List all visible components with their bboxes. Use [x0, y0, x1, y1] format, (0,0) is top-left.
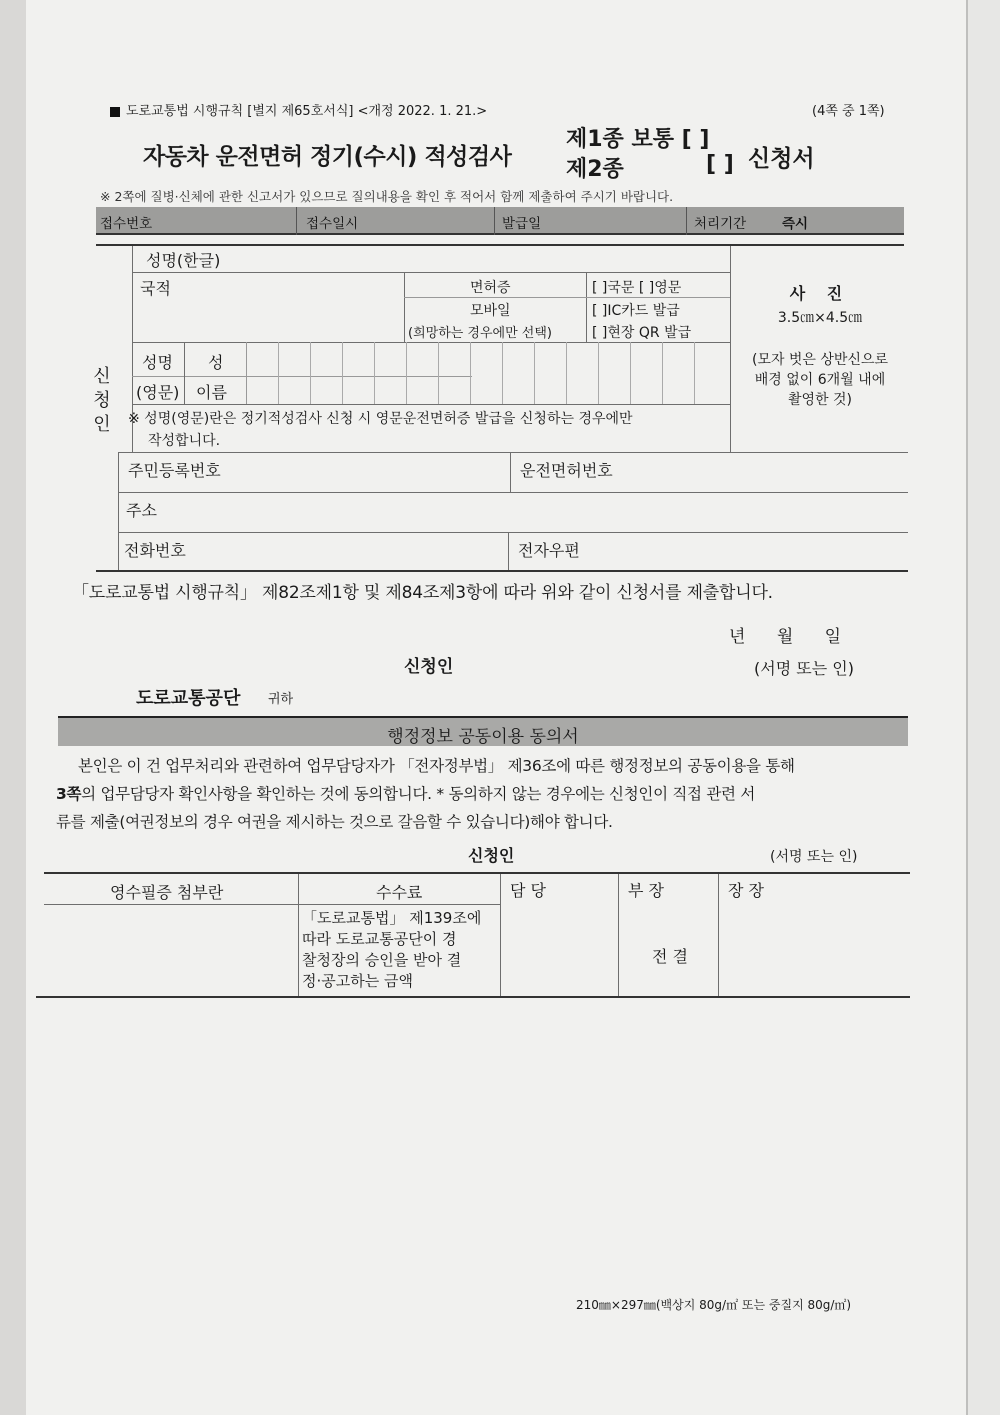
photo-box: 사 진 3.5㎝×4.5㎝ (모자 벗은 상반신으로 배경 없이 6개월 내에 촬영한 것): [751, 284, 889, 408]
given-name-field[interactable]: 이름: [196, 383, 227, 402]
staff-label: 담 당: [510, 881, 546, 900]
email-field[interactable]: 전자우편: [518, 541, 580, 560]
consent-signer-label: 신청인: [468, 846, 515, 865]
date-line[interactable]: 년 월 일: [729, 627, 842, 647]
receipt-date-label: 접수일시: [306, 216, 359, 232]
notice-text: ※ 2쪽에 질병·신체에 관한 신고서가 있으므로 질의내용을 확인 후 적어서 함께 제출하여 주시기 바랍니다.: [100, 189, 674, 204]
mobile-qr-option[interactable]: [ ]현장 QR 발급: [592, 325, 692, 341]
surname-field[interactable]: 성: [208, 353, 224, 372]
square-bullet-icon: [110, 107, 120, 117]
name-english-label-2: (영문): [136, 383, 180, 402]
mobile-ic-card-option[interactable]: [ ]IC카드 발급: [592, 303, 680, 319]
nationality-field[interactable]: 국적: [140, 279, 171, 298]
title-option-1: 제1종 보통 [ ]: [566, 127, 710, 152]
license-label: 면허증: [470, 280, 511, 296]
next-page-edge: [966, 0, 1000, 1415]
applicant-side-label: 신 청 인: [93, 366, 111, 435]
recipient-suffix: 귀하: [268, 692, 294, 707]
consent-body: 본인은 이 건 업무처리와 관련하여 업무담당자가 「전자정부법」 제36조에 따른 행정정보의 공동이용을 통해 3쪽의 업무담당자 확인사항을 확인하는 것에 동의합니다. * 동의하지 않는 경우에는 신청인이 직접 관련 서 류를 제출(여권정보의 경우 여권을 제시하는 것으로 갈음할 수 있습니다)해야 합니다.: [56, 757, 795, 831]
chief-label: 장 장: [728, 881, 764, 900]
name-english-label: 성명: [142, 353, 173, 372]
fee-table-top: [44, 872, 910, 874]
receipt-attach-label: 영수필증 첨부란: [110, 883, 224, 902]
declaration-text: 「도로교통법 시행규칙」 제82조제1항 및 제84조제3항에 따라 위와 같이 신청서를 제출합니다.: [72, 583, 773, 603]
applicant-top-border: [96, 244, 904, 246]
fee-table-bottom: [36, 996, 910, 998]
receipt-no-label: 접수번호: [100, 216, 153, 232]
english-name-note-2: 작성합니다.: [148, 433, 221, 449]
english-name-note: ※ 성명(영문)란은 정기적성검사 신청 시 영문운전면허증 발급을 신청하는 경우에만: [128, 411, 633, 427]
recipient: 도로교통공단: [136, 688, 241, 709]
title-option-2: 제2종: [566, 157, 624, 182]
issue-date-label: 발급일: [502, 216, 542, 232]
fee-description: 「도로교통법」 제139조에 따라 도로교통공단이 경 찰청장의 승인을 받아 결 정·공고하는 금액: [302, 909, 482, 990]
phone-field[interactable]: 전화번호: [124, 541, 186, 560]
consent-title: 행정정보 공동이용 동의서: [58, 716, 908, 746]
form-title: 자동차 운전면허 정기(수시) 적성검사: [143, 144, 512, 170]
name-korean-field[interactable]: 성명(한글): [146, 251, 221, 270]
receipt-bar: [96, 207, 904, 235]
address-field[interactable]: 주소: [126, 501, 157, 520]
final-approval: 전 결: [652, 947, 688, 966]
applicant-signature-label: 신청인: [404, 657, 454, 677]
mobile-label: 모바일: [470, 303, 511, 319]
mobile-note: (희망하는 경우에만 선택): [408, 326, 552, 341]
form-title-suffix: 신청서: [748, 146, 815, 172]
law-reference: 도로교통법 시행규칙 [별지 제65호서식] <개정 2022. 1. 21.>: [110, 100, 487, 119]
page-count: (4쪽 중 1쪽): [812, 104, 885, 119]
license-number-field[interactable]: 운전면허번호: [520, 461, 613, 480]
resident-number-field[interactable]: 주민등록번호: [128, 461, 221, 480]
signature-or-seal[interactable]: (서명 또는 인): [754, 659, 854, 678]
title-option-2-box: [ ]: [706, 152, 734, 177]
paper-spec: 210㎜×297㎜(백상지 80g/㎡ 또는 중질지 80g/㎡): [576, 1298, 852, 1312]
manager-label: 부 장: [628, 881, 664, 900]
period-label: 처리기간: [694, 216, 747, 232]
period-value: 즉시: [782, 216, 809, 232]
consent-signature-or-seal[interactable]: (서명 또는 인): [770, 849, 858, 865]
license-language-options[interactable]: [ ]국문 [ ]영문: [592, 280, 682, 296]
fee-label: 수수료: [376, 883, 423, 902]
